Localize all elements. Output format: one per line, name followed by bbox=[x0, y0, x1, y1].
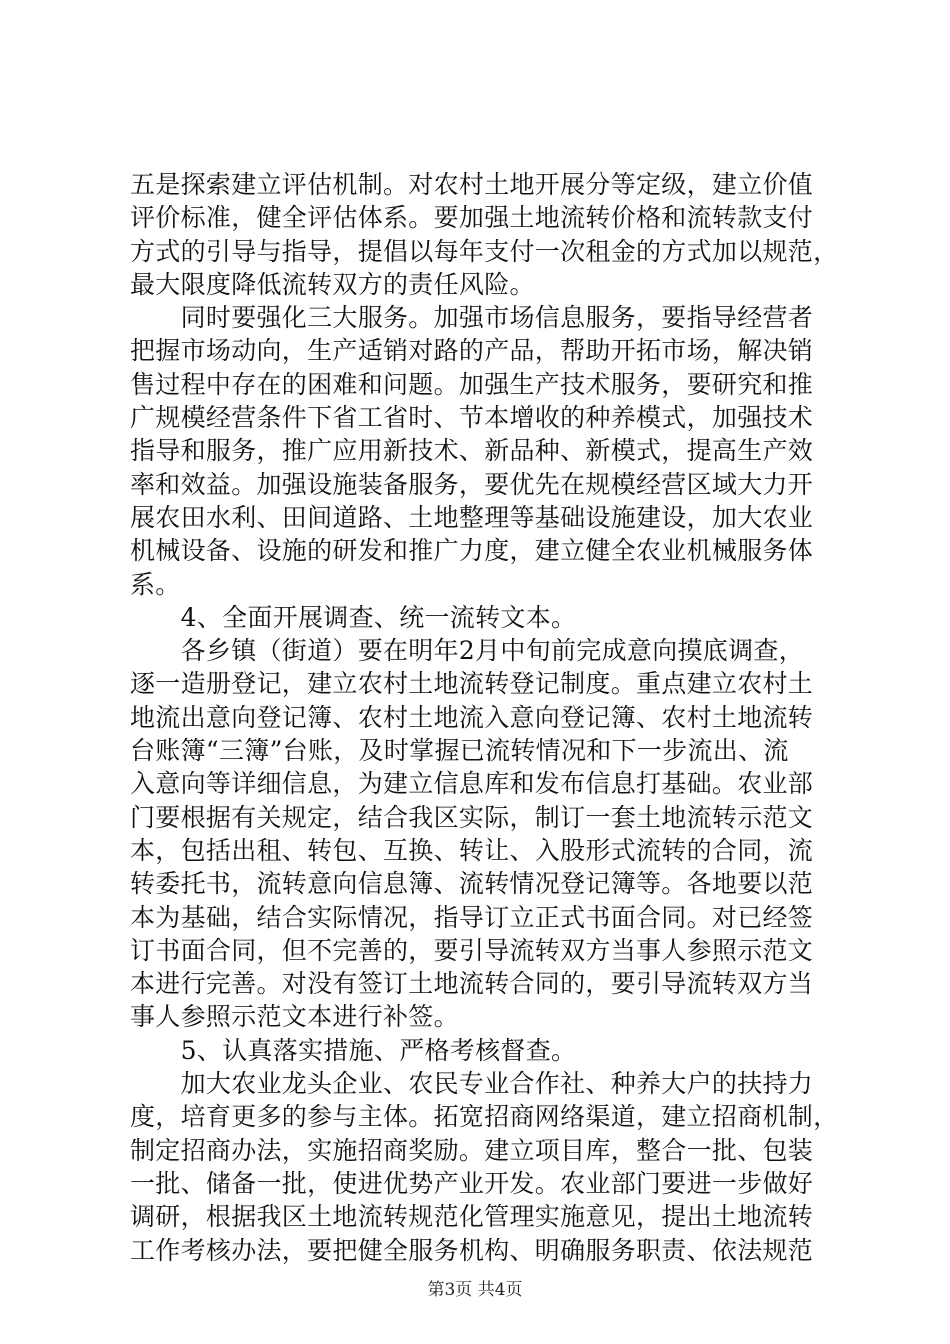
text-line: 同时要强化三大服务。加强市场信息服务，要指导经营者 bbox=[130, 303, 814, 333]
text-line: 调研，根据我区土地流转规范化管理实施意见，提出土地流转 bbox=[130, 1202, 814, 1232]
text-line: 机械设备、设施的研发和推广力度，建立健全农业机械服务体 bbox=[130, 536, 814, 566]
text-line: 门要根据有关规定，结合我区实际，制订一套土地流转示范文 bbox=[130, 802, 814, 832]
text-line: 系。 bbox=[130, 569, 181, 599]
text-line: 售过程中存在的困难和问题。加强生产技术服务，要研究和推 bbox=[130, 369, 814, 399]
text-line: 加大农业龙头企业、农民专业合作社、种养大户的扶持力 bbox=[130, 1069, 814, 1099]
text-line: 五是探索建立评估机制。对农村土地开展分等定级，建立价值 bbox=[130, 170, 814, 199]
text-line: 评价标准，健全评估体系。要加强土地流转价格和流转款支付 bbox=[130, 203, 814, 233]
text-line: 指导和服务，推广应用新技术、新品种、新模式，提高生产效 bbox=[130, 436, 814, 466]
text-line: 地流出意向登记簿、农村土地流入意向登记簿、农村土地流转 bbox=[130, 702, 814, 732]
text-line: 制定招商办法，实施招商奖励。建立项目库，整合一批、包装 bbox=[130, 1135, 814, 1165]
text-line: 率和效益。加强设施装备服务，要优先在规模经营区域大力开 bbox=[130, 469, 814, 499]
text-line: 方式的引导与指导，提倡以每年支付一次租金的方式加以规范， bbox=[130, 236, 839, 266]
text-line: 4、全面开展调查、统一流转文本。 bbox=[130, 602, 577, 632]
text-line: 一批、储备一批，使进优势产业开发。农业部门要进一步做好 bbox=[130, 1168, 814, 1198]
text-line: 入意向等详细信息，为建立信息库和发布信息打基础。农业部 bbox=[130, 769, 814, 799]
text-line: 最大限度降低流转双方的责任风险。 bbox=[130, 269, 535, 299]
document-body bbox=[130, 168, 839, 1267]
text-line: 订书面合同，但不完善的，要引导流转双方当事人参照示范文 bbox=[130, 935, 814, 965]
text-line: 展农田水利、田间道路、土地整理等基础设施建设，加大农业 bbox=[130, 502, 814, 532]
text-line: 本进行完善。对没有签订土地流转合同的，要引导流转双方当 bbox=[130, 969, 814, 999]
text-line: 工作考核办法，要把健全服务机构、明确服务职责、依法规范 bbox=[130, 1235, 814, 1265]
text-line: 本为基础，结合实际情况，指导订立正式书面合同。对已经签 bbox=[130, 902, 814, 932]
text-line: 5、认真落实措施、严格考核督查。 bbox=[130, 1035, 577, 1065]
text-line: 转委托书，流转意向信息簿、流转情况登记簿等。各地要以范 bbox=[130, 869, 814, 899]
text-line: 事人参照示范文本进行补签。 bbox=[130, 1002, 459, 1032]
text-line: 本，包括出租、转包、互换、转让、入股形式流转的合同，流 bbox=[130, 835, 814, 865]
text-line: 各乡镇（街道）要在明年2月中旬前完成意向摸底调查， bbox=[130, 636, 805, 666]
text-line: 逐一造册登记，建立农村土地流转登记制度。重点建立农村土 bbox=[130, 669, 814, 699]
text-line: 广规模经营条件下省工省时、节本增收的种养模式，加强技术 bbox=[130, 403, 814, 433]
text-line: 台账簿“三簿”台账，及时掌握已流转情况和下一步流出、流 bbox=[130, 736, 789, 766]
text-line: 把握市场动向，生产适销对路的产品，帮助开拓市场，解决销 bbox=[130, 336, 814, 366]
page-footer: 第3页 共4页 bbox=[427, 1280, 523, 1300]
text-line: 度，培育更多的参与主体。拓宽招商网络渠道，建立招商机制， bbox=[130, 1102, 839, 1132]
